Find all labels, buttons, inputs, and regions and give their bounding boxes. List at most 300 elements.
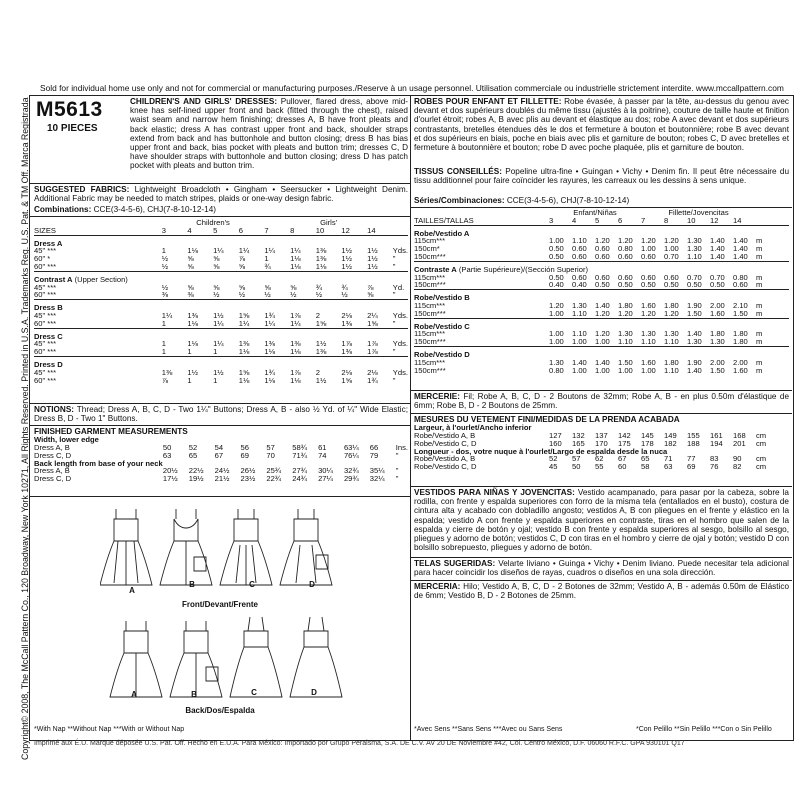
nap-legend-fr: *Avec Sens **Sans Sens ***Avec ou Sans Sens bbox=[414, 726, 563, 733]
cell-value: 0.60 bbox=[664, 272, 679, 282]
yardage-en-table bbox=[34, 219, 408, 384]
cell-value: 1.00 bbox=[572, 365, 587, 375]
unit: m bbox=[756, 329, 763, 339]
cell-value: 1.80 bbox=[618, 300, 633, 310]
unit: cm bbox=[756, 462, 767, 472]
cell-value: 1⅜ bbox=[290, 339, 301, 349]
unit: " bbox=[395, 450, 399, 460]
cell-value: 90 bbox=[733, 454, 742, 464]
table-row bbox=[34, 475, 408, 483]
cell-value: 66 bbox=[369, 443, 379, 452]
row-label: 45" *** bbox=[34, 246, 57, 256]
girls-group-header: Fillette/Jovencitas bbox=[668, 208, 729, 217]
cell-value: 79 bbox=[369, 450, 379, 460]
cell-value: 1⅜ bbox=[264, 339, 275, 349]
table-row bbox=[34, 291, 408, 299]
measurements-en-title: FINISHED GARMENT MEASUREMENTS bbox=[34, 427, 188, 436]
cell-value: 70 bbox=[266, 450, 275, 460]
cell-value: 0.60 bbox=[733, 280, 748, 290]
cell-value: 1.80 bbox=[733, 337, 748, 347]
cell-value: 0.60 bbox=[572, 244, 587, 254]
row-label: 60" *** bbox=[34, 347, 57, 357]
cell-value: 1¼ bbox=[213, 318, 224, 328]
cell-value: 71 bbox=[664, 454, 673, 464]
cell-value: 1¼ bbox=[238, 246, 250, 256]
cell-value: 63 bbox=[664, 462, 673, 472]
back-view-d bbox=[290, 617, 342, 697]
cell-value: 1½ bbox=[341, 246, 352, 256]
cell-value: 1.40 bbox=[733, 251, 748, 261]
cell-value: 1½ bbox=[341, 261, 352, 271]
cell-value: 1 bbox=[161, 246, 166, 256]
cell-value: 22¾ bbox=[266, 474, 282, 484]
size-header: 4 bbox=[187, 225, 192, 235]
fabric-block-title: Robe/Vestido D bbox=[414, 349, 470, 359]
cell-value: 1⅞ bbox=[367, 339, 378, 349]
cell-value: 69 bbox=[687, 462, 696, 472]
cell-value: ⅞ bbox=[367, 282, 374, 292]
cell-value: 1⅜ bbox=[341, 318, 352, 328]
cell-value: 58 bbox=[641, 462, 650, 472]
measurements-en-table bbox=[34, 436, 408, 483]
cell-value: 0.60 bbox=[618, 251, 633, 261]
unit: m bbox=[756, 280, 763, 290]
cell-value: 0.60 bbox=[572, 251, 587, 261]
cell-value: 1⅜ bbox=[187, 310, 198, 320]
cell-value: ⅝ bbox=[238, 261, 246, 271]
cell-value: 82 bbox=[733, 462, 742, 472]
cell-value: 1.80 bbox=[664, 357, 679, 367]
table-row bbox=[414, 463, 789, 471]
cell-value: 1.50 bbox=[710, 365, 725, 375]
cell-value: 22½ bbox=[188, 466, 204, 476]
table-row bbox=[34, 320, 408, 328]
cell-value: 178 bbox=[641, 438, 654, 448]
back-length-label: Longueur - dos, votre nuque à l'ourlet/Largo de espalda desde la nuca bbox=[414, 446, 668, 456]
fabrics-es-lead: TELAS SUGERIDAS: bbox=[414, 559, 496, 568]
cell-value: 1.60 bbox=[641, 357, 656, 367]
copyright-side-text: Copyright© 2008, The McCall Pattern Co., 120 Broadway, New York 10271, All Rights Reserved. Printed in U.S.A. Trademarks Reg. U.S. Pat. & TM Off. Marca Registrada bbox=[20, 97, 30, 760]
unit: " bbox=[392, 318, 396, 328]
back-length-label: Back length from base of your neck bbox=[34, 458, 163, 468]
cell-value: 142 bbox=[618, 431, 631, 440]
cell-value: 65 bbox=[641, 454, 650, 464]
nap-legend-es: *Con Pelillo **Sin Pelillo ***Con o Sin Pelillo bbox=[636, 726, 772, 733]
cell-value: 17½ bbox=[162, 474, 178, 484]
front-view-b bbox=[160, 509, 212, 585]
cell-value: 2⅛ bbox=[341, 310, 352, 320]
cell-value: 69 bbox=[240, 450, 249, 460]
cell-value: 1 bbox=[187, 347, 192, 357]
cell-value: 1⅞ bbox=[341, 339, 352, 349]
cell-value: 1 bbox=[161, 318, 166, 328]
cell-value: 194 bbox=[710, 438, 723, 448]
cell-value: 1⅛ bbox=[290, 375, 301, 385]
cell-value: 1.50 bbox=[618, 357, 633, 367]
children-group-header: Children's bbox=[196, 218, 230, 227]
cell-value: 1⅝ bbox=[238, 367, 250, 377]
cell-value: 26½ bbox=[240, 466, 256, 476]
cell-value: 1.00 bbox=[549, 308, 564, 318]
cell-value: ½ bbox=[290, 290, 297, 300]
cell-value: 1.10 bbox=[687, 251, 702, 261]
cell-value: 23½ bbox=[240, 474, 256, 484]
cell-value: 1½ bbox=[367, 254, 378, 264]
back-label-c: C bbox=[251, 688, 257, 697]
cell-value: 55 bbox=[595, 462, 604, 472]
cell-value: ½ bbox=[238, 290, 246, 300]
unit: Yds. bbox=[392, 246, 408, 256]
cell-value: 1⅝ bbox=[238, 310, 250, 320]
notions-en bbox=[34, 405, 408, 423]
combinations-fr bbox=[414, 196, 789, 205]
size-header: 5 bbox=[213, 225, 218, 235]
width-label: Largeur, à l'ourlet/Ancho inferior bbox=[414, 423, 532, 433]
cell-value: 65 bbox=[188, 450, 198, 460]
unit: " bbox=[395, 474, 399, 484]
row-label: 115cm*** bbox=[414, 272, 446, 282]
back-view-a bbox=[110, 621, 162, 697]
cell-value: 1.10 bbox=[664, 365, 679, 375]
cell-value: 1.30 bbox=[687, 244, 702, 254]
unit: m bbox=[756, 300, 763, 310]
table-row bbox=[34, 284, 408, 292]
cell-value: 32¼ bbox=[369, 474, 385, 484]
size-header: 12 bbox=[710, 215, 719, 225]
cell-value: 2.00 bbox=[733, 357, 748, 367]
cell-value: 83 bbox=[710, 454, 719, 464]
description-fr bbox=[414, 97, 789, 152]
cell-value: ⅝ bbox=[290, 282, 297, 292]
back-view-c bbox=[230, 617, 282, 697]
cell-value: 1.00 bbox=[664, 244, 679, 254]
cell-value: 2 bbox=[315, 367, 320, 377]
cell-value: 1.00 bbox=[641, 365, 656, 375]
cell-value: ⅝ bbox=[213, 261, 220, 271]
cell-value: 63¼ bbox=[343, 443, 359, 452]
cell-value: 1.40 bbox=[687, 329, 702, 339]
cell-value: 1.50 bbox=[733, 308, 748, 318]
size-header: 7 bbox=[264, 225, 269, 235]
back-label-d: D bbox=[311, 688, 317, 697]
cell-value: 1.40 bbox=[710, 251, 725, 261]
cell-value: 1.40 bbox=[710, 244, 725, 254]
cell-value: 50 bbox=[572, 462, 581, 472]
cell-value: 0.50 bbox=[618, 280, 633, 290]
back-views-caption: Back/Dos/Espalda bbox=[185, 706, 255, 715]
description-es bbox=[414, 488, 789, 552]
cell-value: ⅜ bbox=[161, 290, 169, 300]
front-label-d: D bbox=[309, 580, 315, 589]
cell-value: 2.10 bbox=[733, 300, 748, 310]
cell-value: 1⅛ bbox=[187, 339, 198, 349]
cell-value: 1⅛ bbox=[264, 375, 275, 385]
cell-value: 1.60 bbox=[710, 308, 725, 318]
cell-value: 0.60 bbox=[595, 272, 610, 282]
cell-value: 1 bbox=[213, 347, 218, 357]
cell-value: 2⅛ bbox=[341, 367, 352, 377]
cell-value: 1⅜ bbox=[238, 339, 250, 349]
cell-value: 45 bbox=[549, 462, 558, 472]
cell-value: ⅝ bbox=[213, 282, 220, 292]
cell-value: 76 bbox=[710, 462, 719, 472]
cell-value: 1⅞ bbox=[367, 347, 378, 357]
notions-en-lead: NOTIONS: bbox=[34, 405, 75, 414]
cell-value: 1.00 bbox=[595, 365, 610, 375]
size-header: 12 bbox=[341, 225, 350, 235]
fabric-block-title: Robe/Vestido B bbox=[414, 293, 470, 303]
row-label: 60" * bbox=[34, 254, 51, 264]
front-label-a: A bbox=[129, 586, 135, 595]
cell-value: 25¾ bbox=[266, 466, 282, 476]
cell-value: 1.20 bbox=[618, 236, 633, 246]
unit: m bbox=[756, 357, 763, 367]
cell-value: 1.00 bbox=[549, 236, 564, 246]
unit: m bbox=[756, 272, 763, 282]
cell-value: 1.90 bbox=[687, 300, 702, 310]
cell-value: 1.10 bbox=[572, 329, 587, 339]
cell-value: 1.60 bbox=[733, 365, 748, 375]
cell-value: ½ bbox=[341, 290, 348, 300]
unit: cm bbox=[756, 438, 767, 448]
cell-value: 161 bbox=[710, 431, 723, 440]
cell-value: 0.60 bbox=[641, 272, 656, 282]
column-divider bbox=[410, 95, 411, 740]
fabric-block-title: Contrast A (Upper Section) bbox=[34, 274, 128, 284]
table-row bbox=[414, 338, 789, 346]
finished-measurements-en bbox=[34, 427, 408, 483]
finished-measurements-metric bbox=[414, 415, 789, 471]
cell-value: 21½ bbox=[214, 474, 230, 484]
front-label-c: C bbox=[249, 580, 255, 589]
cell-value: 2.00 bbox=[710, 300, 725, 310]
cell-value: 0.40 bbox=[549, 280, 564, 290]
row-label: 45" *** bbox=[34, 367, 57, 377]
cell-value: 63 bbox=[162, 450, 172, 460]
description-es-lead: VESTIDOS PARA NIÑAS Y JOVENCITAS: bbox=[414, 488, 575, 497]
cell-value: 132 bbox=[572, 431, 585, 440]
unit: " bbox=[392, 290, 396, 300]
size-header: 8 bbox=[290, 225, 295, 235]
cell-value: 56 bbox=[240, 443, 249, 452]
cell-value: 170 bbox=[595, 438, 608, 448]
cell-value: 1.80 bbox=[710, 329, 725, 339]
cell-value: ¾ bbox=[341, 282, 348, 292]
row-label: 150cm*** bbox=[414, 308, 446, 318]
description-fr-lead: ROBES POUR ENFANT ET FILLETTE: bbox=[414, 97, 562, 106]
unit: m bbox=[756, 308, 763, 318]
row-label: 60" *** bbox=[34, 290, 57, 300]
description-en bbox=[130, 97, 408, 171]
rule bbox=[411, 413, 792, 414]
cell-value: 160 bbox=[549, 438, 562, 448]
fabrics-es bbox=[414, 559, 789, 577]
cell-value: 1⅜ bbox=[161, 367, 173, 377]
cell-value: ⅞ bbox=[238, 254, 246, 264]
sizes-label: TAILLES/TALLAS bbox=[414, 215, 474, 225]
unit: Yds. bbox=[392, 310, 408, 320]
cell-value: 1.80 bbox=[664, 300, 679, 310]
cell-value: 168 bbox=[733, 431, 746, 440]
cell-value: 1.40 bbox=[733, 244, 748, 254]
cell-value: 1⅛ bbox=[238, 347, 250, 357]
cell-value: 1.10 bbox=[664, 337, 679, 347]
row-label: 115cm*** bbox=[414, 300, 446, 310]
size-header: 14 bbox=[733, 215, 742, 225]
cell-value: ½ bbox=[315, 290, 323, 300]
notions-en-text: Thread; Dress A, B, C, D - Two 1¼" Buttons; Dress A, B - also ½ Yd. of ¼" Wide Elastic; Dress B, D - Two 1" Buttons. bbox=[34, 405, 408, 424]
table-row bbox=[414, 281, 789, 289]
cell-value: 1¼ bbox=[290, 246, 301, 256]
rule bbox=[30, 425, 410, 426]
cell-value: 1⅜ bbox=[315, 347, 327, 357]
cell-value: 1⅜ bbox=[341, 347, 352, 357]
cell-value: 35¼ bbox=[369, 466, 385, 476]
front-views-caption: Front/Devant/Frente bbox=[181, 600, 258, 609]
cell-value: 1.20 bbox=[618, 308, 633, 318]
fabric-block-title: Robe/Vestido A bbox=[414, 228, 470, 238]
size-header: 6 bbox=[238, 225, 243, 235]
cell-value: 1⅛ bbox=[290, 261, 301, 271]
cell-value: 1.20 bbox=[595, 308, 610, 318]
fabrics-en-lead: SUGGESTED FABRICS: bbox=[34, 185, 130, 194]
cell-value: 0.50 bbox=[549, 272, 564, 282]
cell-value: 2 bbox=[315, 310, 320, 320]
cell-value: 1.20 bbox=[664, 308, 679, 318]
cell-value: 1½ bbox=[367, 261, 378, 271]
row-label: 150cm*** bbox=[414, 365, 446, 375]
cell-value: 0.70 bbox=[687, 272, 702, 282]
notions-fr bbox=[414, 392, 789, 410]
cell-value: ⅝ bbox=[213, 254, 220, 264]
row-label: 60" *** bbox=[34, 261, 57, 271]
girls-group-header: Girls' bbox=[320, 218, 338, 227]
cell-value: 62 bbox=[595, 454, 604, 464]
back-label-b: B bbox=[191, 690, 197, 699]
fabrics-fr-text: Popeline ultra-fine • Guingan • Vichy • Denim fin. Il peut être nécessaire du tissu additionnel pour faire coïncider les rayures, les carreaux ou les dessins à sens unique. bbox=[414, 167, 789, 186]
row-label: Dress C, D bbox=[34, 450, 72, 460]
rule bbox=[30, 183, 410, 184]
unit: m bbox=[756, 365, 763, 375]
size-header: 10 bbox=[687, 215, 696, 225]
cell-value: 0.80 bbox=[733, 272, 748, 282]
import-notice: Imprimé aux É.U. Marque déposée U.S. Pat. Off. Hecho en E.U.A. Para México: Importado por Grupo Peraisma, S.A. DE C.V. AV 20 DE Noviembre #42, Col. Centro México, D.F. 06060 R.F.C. GPA 930101 Q17 bbox=[34, 740, 685, 747]
row-label: 60" *** bbox=[34, 375, 57, 385]
width-label: Width, lower edge bbox=[34, 435, 99, 445]
cell-value: 1.40 bbox=[595, 357, 610, 367]
cell-value: 0.50 bbox=[687, 280, 702, 290]
cell-value: 1⅜ bbox=[315, 254, 327, 264]
cell-value: 1.90 bbox=[687, 357, 702, 367]
cell-value: 1.10 bbox=[572, 308, 587, 318]
row-label: Robe/Vestido C, D bbox=[414, 462, 477, 472]
notions-es bbox=[414, 582, 789, 600]
unit: " bbox=[395, 466, 399, 476]
back-label-a: A bbox=[131, 690, 137, 699]
cell-value: 0.80 bbox=[549, 365, 564, 375]
cell-value: 1.00 bbox=[549, 329, 564, 339]
cell-value: 30¼ bbox=[318, 466, 333, 476]
usage-notice: Sold for individual home use only and not for commercial or manufacturing purposes./Reserve à un usage personnel. Utilisation commerciale ou industrielle strictement interdite. www.mccallpattern.com bbox=[40, 83, 784, 93]
cell-value: 27¼ bbox=[318, 474, 333, 484]
cell-value: 1½ bbox=[315, 339, 327, 349]
cell-value: 1.20 bbox=[664, 236, 679, 246]
cell-value: 145 bbox=[641, 431, 654, 440]
row-label: 150cm* bbox=[414, 244, 440, 254]
cell-value: 0.60 bbox=[595, 244, 610, 254]
cell-value: 0.80 bbox=[618, 244, 633, 254]
cell-value: 1.80 bbox=[733, 329, 748, 339]
cell-value: 1 bbox=[161, 347, 166, 357]
fabrics-es-text: Velarte liviano • Guinga • Vichy • Denim liviano. Puede necesitar tela adicional para hacer coincidir los diseños de rayas, cuadros o diseños en una sola dirección. bbox=[414, 559, 789, 578]
yardage-metric-table bbox=[414, 209, 789, 374]
fabric-block-title: Dress D bbox=[34, 359, 63, 369]
cell-value: 57 bbox=[572, 454, 581, 464]
rule bbox=[411, 557, 792, 558]
row-label: 150cm*** bbox=[414, 280, 446, 290]
cell-value: 1¼ bbox=[161, 310, 173, 320]
cell-value: 1¼ bbox=[213, 339, 224, 349]
cell-value: ¾ bbox=[315, 282, 323, 292]
table-row bbox=[414, 310, 789, 318]
size-header: 14 bbox=[367, 225, 376, 235]
size-header: 8 bbox=[664, 215, 669, 225]
mercerie-text: Fil; Robe A, B, C, D - 2 Boutons de 32mm; Robe A, B - en plus 0.50m d'élastique de 6mm; Robe B, D - 2 Boutons de 25mm. bbox=[414, 392, 789, 411]
cell-value: 54 bbox=[214, 443, 224, 452]
cell-value: 1.40 bbox=[595, 300, 610, 310]
cell-value: ⅝ bbox=[187, 261, 194, 271]
measurements-metric-title: MESURES DU VETEMENT FINI/MEDIDAS DE LA PRENDA ACABADA bbox=[414, 415, 680, 424]
cell-value: 1.40 bbox=[710, 236, 725, 246]
cell-value: 1½ bbox=[213, 310, 224, 320]
cell-value: 1½ bbox=[187, 367, 198, 377]
cell-value: 76¼ bbox=[343, 450, 359, 460]
cell-value: 0.60 bbox=[572, 272, 587, 282]
unit: Yds. bbox=[392, 339, 408, 349]
row-label: 150cm*** bbox=[414, 251, 446, 261]
size-header: 3 bbox=[161, 225, 166, 235]
cell-value: 24½ bbox=[214, 466, 230, 476]
front-label-b: B bbox=[189, 580, 195, 589]
size-header: 3 bbox=[549, 215, 554, 225]
merceria-lead: MERCERIA: bbox=[414, 582, 461, 591]
cell-value: 1.30 bbox=[549, 357, 564, 367]
cell-value: 19½ bbox=[188, 474, 204, 484]
cell-value: 24¾ bbox=[292, 474, 307, 484]
cell-value: ⅝ bbox=[264, 282, 271, 292]
cell-value: 1¼ bbox=[238, 318, 250, 328]
cell-value: 1.30 bbox=[641, 329, 656, 339]
sizes-label: SIZES bbox=[34, 225, 56, 235]
cell-value: 1¼ bbox=[264, 318, 275, 328]
cell-value: 1¼ bbox=[213, 246, 224, 256]
cell-value: ½ bbox=[213, 290, 220, 300]
cell-value: 1¼ bbox=[264, 246, 275, 256]
cell-value: 1 bbox=[264, 254, 269, 264]
fabric-block-title: Dress A bbox=[34, 238, 63, 248]
cell-value: 1.00 bbox=[572, 337, 587, 347]
cell-value: 1⅝ bbox=[315, 318, 327, 328]
cell-value: 1¾ bbox=[367, 375, 378, 385]
cell-value: 1.10 bbox=[641, 337, 656, 347]
cell-value: 1 bbox=[187, 375, 192, 385]
unit: cm bbox=[756, 431, 767, 440]
row-label: Robe/Vestido A, B bbox=[414, 431, 476, 440]
table-row bbox=[414, 367, 789, 375]
cell-value: 188 bbox=[687, 438, 700, 448]
cell-value: 77 bbox=[687, 454, 696, 464]
mercerie-lead: MERCERIE: bbox=[414, 392, 460, 401]
